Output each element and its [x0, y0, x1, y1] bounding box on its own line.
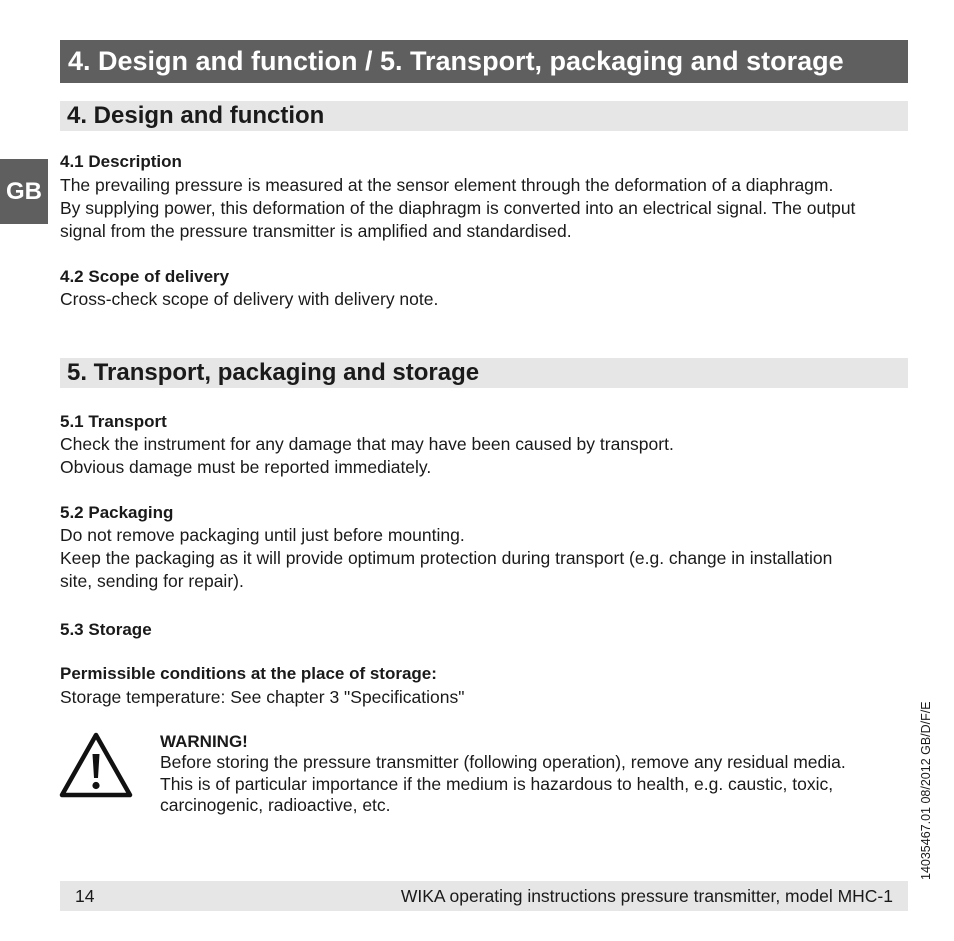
document-code: 14035467.01 08/2012 GB/D/F/E: [919, 701, 933, 880]
text-line: carcinogenic, radioactive, etc.: [160, 795, 391, 815]
footer-text: WIKA operating instructions pressure transmitter, model MHC-1: [400, 885, 893, 906]
text-line: Keep the packaging as it will provide optimum protection during transport (e.g. change in installation: [60, 548, 833, 568]
storage-conditions-heading: Permissible conditions at the place of storage:: [60, 664, 437, 683]
section-heading-design-function: 4. Design and function: [60, 101, 908, 131]
scope-paragraph: [60, 288, 905, 311]
storage-conditions-text: [60, 686, 905, 709]
subheading-transport: 5.1 Transport: [60, 412, 167, 431]
page-title: 4. Design and function / 5. Transport, packaging and storage: [60, 40, 908, 83]
subheading-scope-of-delivery: 4.2 Scope of delivery: [60, 267, 230, 286]
text-line: signal from the pressure transmitter is amplified and standardised.: [60, 221, 572, 241]
transport-paragraph: [60, 433, 905, 479]
text-line: Cross-check scope of delivery with delivery note.: [60, 289, 439, 309]
text-line: Check the instrument for any damage that may have been caused by transport.: [60, 434, 674, 454]
subheading-storage: 5.3 Storage: [60, 620, 152, 639]
subheading-description: 4.1 Description: [60, 152, 182, 171]
subheading-packaging: 5.2 Packaging: [60, 503, 174, 522]
warning-triangle-icon: [59, 731, 133, 799]
text-line: site, sending for repair).: [60, 571, 244, 591]
warning-text: [160, 752, 905, 817]
page-number: 14: [75, 885, 95, 906]
section-heading-transport: 5. Transport, packaging and storage: [60, 358, 908, 388]
text-line: The prevailing pressure is measured at the sensor element through the deformation of a diaphragm.: [60, 175, 834, 195]
language-tab: GB: [0, 159, 48, 224]
description-paragraph: [60, 174, 905, 243]
text-line: Obvious damage must be reported immediately.: [60, 457, 432, 477]
text-line: By supplying power, this deformation of the diaphragm is converted into an electrical signal. The output: [60, 198, 856, 218]
text-line: Before storing the pressure transmitter (following operation), remove any residual media.: [160, 752, 846, 772]
text-line: Do not remove packaging until just before mounting.: [60, 525, 465, 545]
packaging-paragraph: [60, 524, 905, 593]
warning-title: WARNING!: [160, 732, 248, 751]
text-line: Storage temperature: See chapter 3 "Specifications": [60, 687, 465, 707]
page-footer: [60, 881, 908, 911]
text-line: This is of particular importance if the medium is hazardous to health, e.g. caustic, toxic,: [160, 773, 834, 794]
